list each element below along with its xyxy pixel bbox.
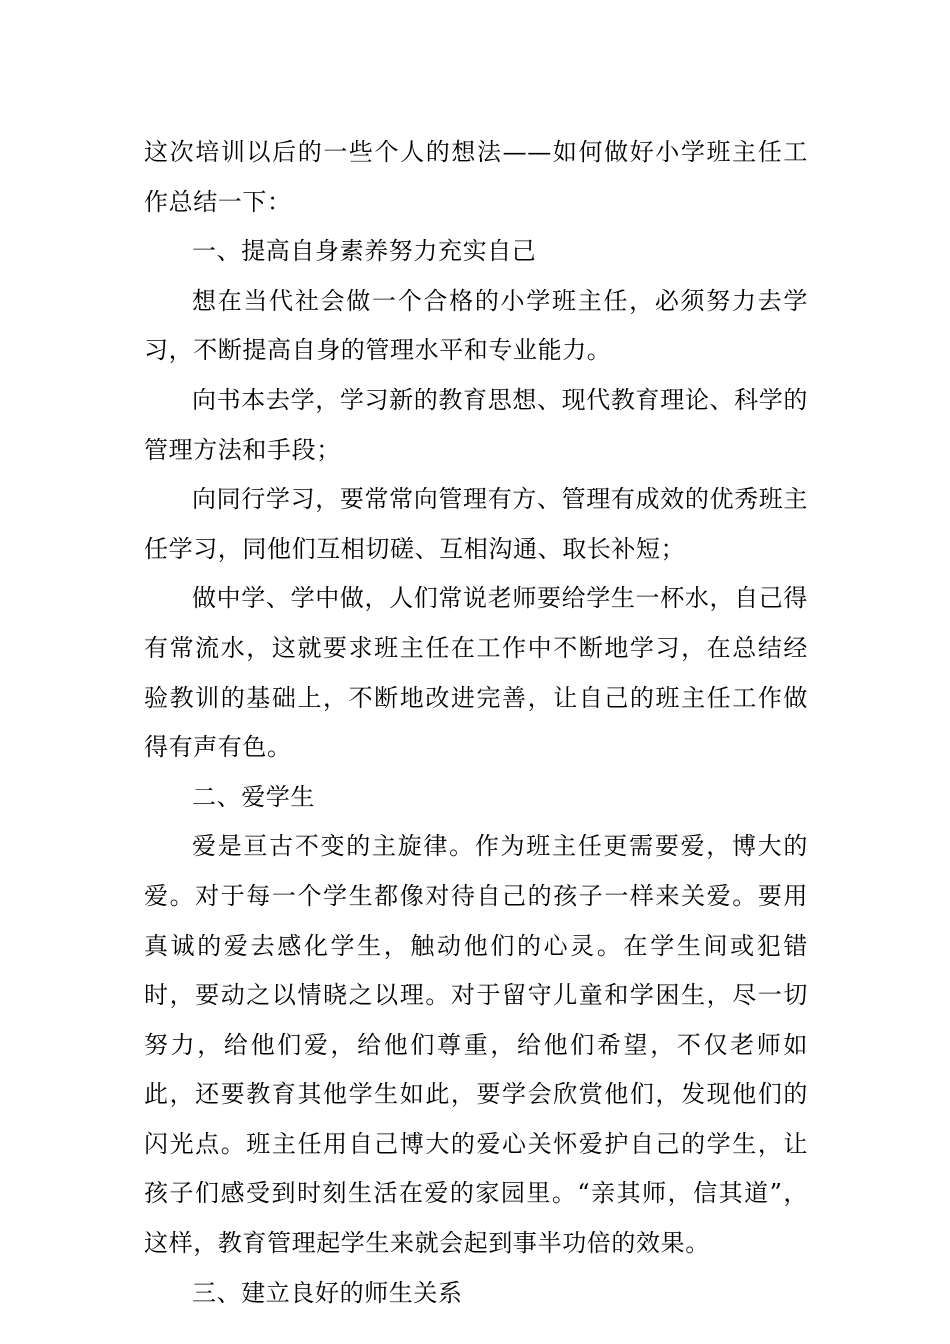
- paragraph-learn-from-books: 向书本去学，学习新的教育思想、现代教育理论、科学的管理方法和手段；: [144, 385, 808, 464]
- paragraph-learn-by-doing: 做中学、学中做，人们常说老师要给学生一杯水，自己得有常流水，这就要求班主任在工作中不断地学习，在总结经验教训的基础上，不断地改进完善，让自己的班主任工作做得有声有色。: [144, 584, 808, 762]
- heading-section-2: 二、爱学生: [192, 782, 315, 811]
- heading-section-3: 三、建立良好的师生关系: [192, 1278, 463, 1307]
- paragraph-intro: 这次培训以后的一些个人的想法——如何做好小学班主任工作总结一下：: [144, 138, 808, 216]
- document-body: [144, 128, 808, 1318]
- paragraph-love-students: 爱是亘古不变的主旋律。作为班主任更需要爱，博大的爱。对于每一个学生都像对待自己的孩子一样来关爱。要用真诚的爱去感化学生，触动他们的心灵。在学生间或犯错时，要动之以情晓之以理。对于留守儿童和学困生，尽一切努力，给他们爱，给他们尊重，给他们希望，不仅老师如此，还要教育其他学生如此，要学会欣赏他们，发现他们的闪光点。班主任用自己博大的爱心关怀爱护自己的学生，让孩子们感受到时刻生活在爱的家园里。“亲其师，信其道”，这样，教育管理起学生来就会起到事半功倍的效果。: [144, 832, 808, 1258]
- paragraph-section-1-intro: 想在当代社会做一个合格的小学班主任，必须努力去学习，不断提高自身的管理水平和专业能力。: [144, 286, 808, 365]
- paragraph-learn-from-peers: 向同行学习，要常常向管理有方、管理有成效的优秀班主任学习，同他们互相切磋、互相沟通、取长补短；: [144, 485, 808, 563]
- heading-section-1: 一、提高自身素养努力充实自己: [192, 237, 537, 266]
